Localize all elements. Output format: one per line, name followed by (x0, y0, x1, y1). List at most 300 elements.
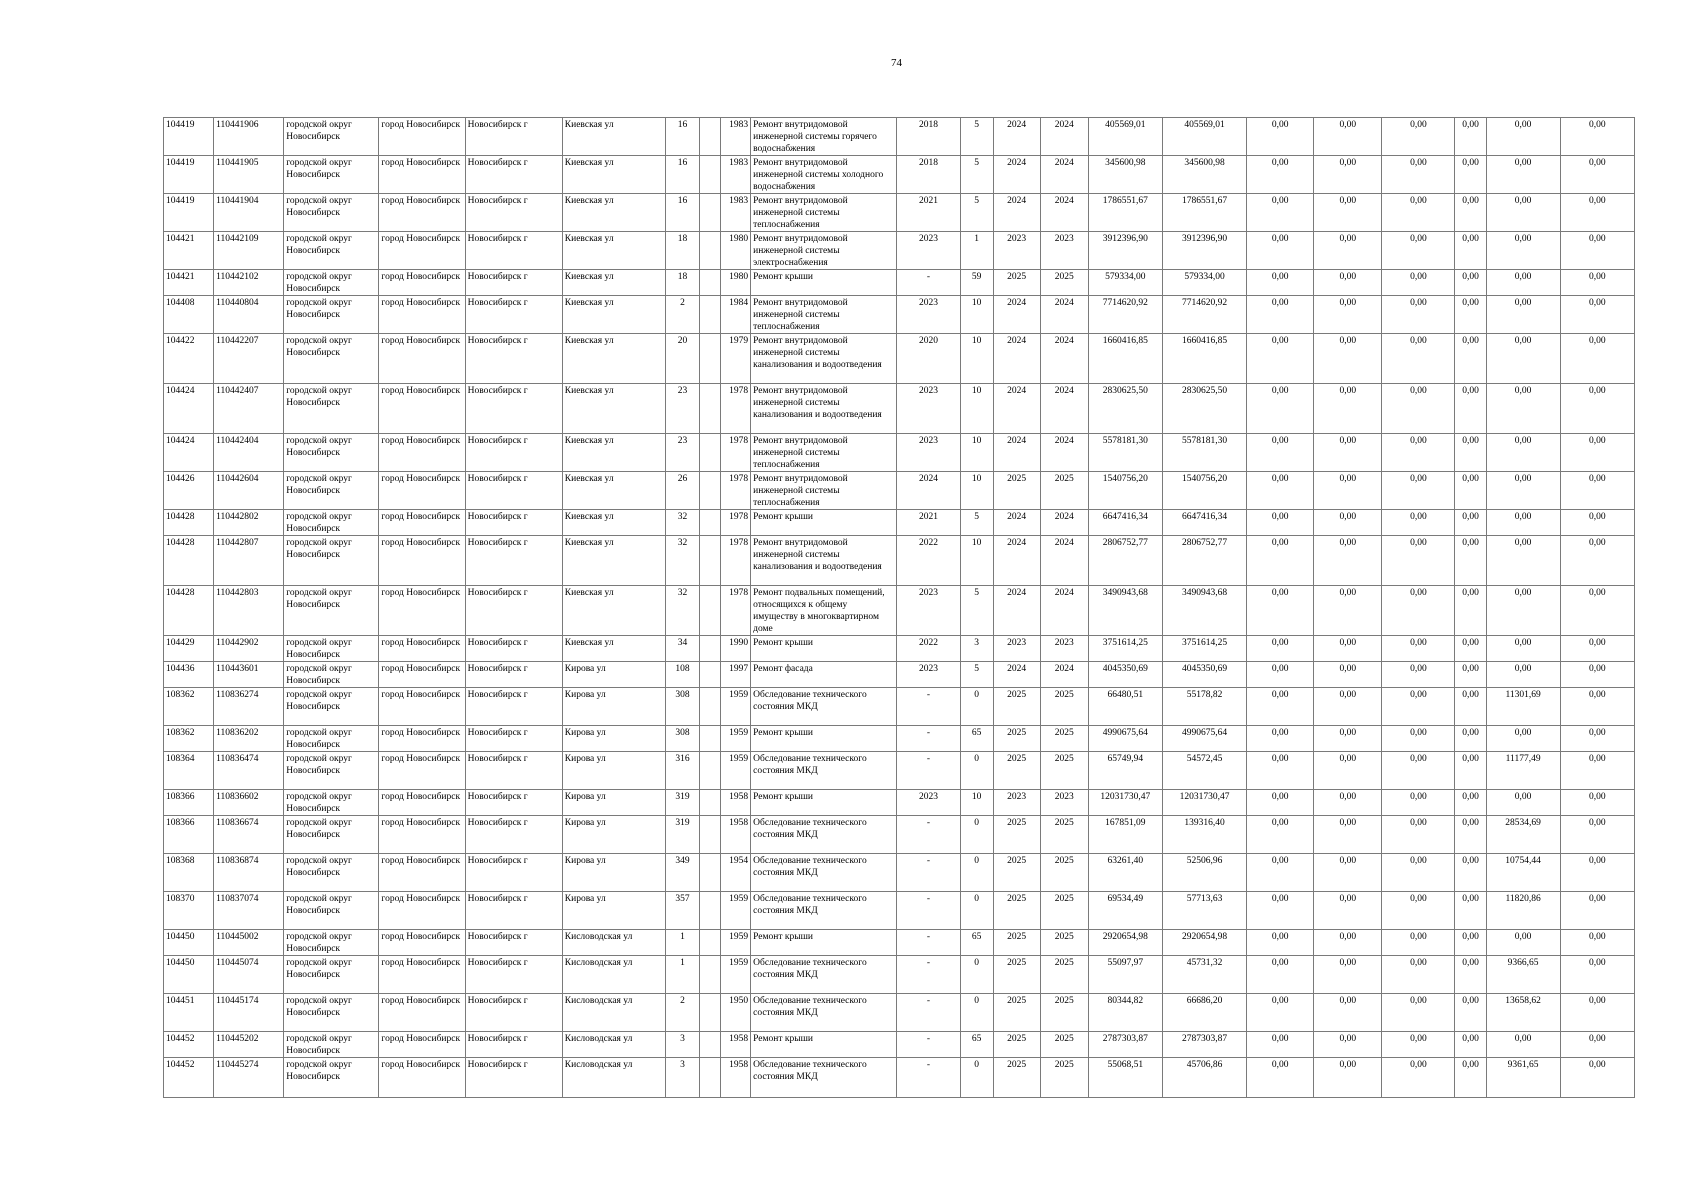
cell-plan-start: 2024 (993, 118, 1040, 156)
cell-street: Кирова ул (562, 662, 665, 688)
cell-city: Новосибирск г (465, 688, 562, 726)
cell-object-id: 104421 (164, 232, 214, 270)
cell-fund-cost: 139316,40 (1162, 816, 1246, 854)
cell-settlement: город Новосибирск (379, 688, 465, 726)
cell-plan-start: 2025 (993, 472, 1040, 510)
cell-finance-4: 0,00 (1455, 434, 1486, 472)
cell-house-letter (700, 854, 721, 892)
page-number: 74 (891, 57, 902, 69)
cell-total-cost: 579334,00 (1088, 270, 1162, 296)
cell-finance-6: 0,00 (1560, 854, 1634, 892)
cell-system-code: 110442802 (214, 510, 284, 536)
cell-term: 10 (960, 296, 993, 334)
cell-house-number: 357 (665, 892, 699, 930)
cell-term: 0 (960, 892, 993, 930)
cell-finance-1: 0,00 (1247, 156, 1314, 194)
cell-finance-6: 0,00 (1560, 536, 1634, 586)
cell-plan-end: 2024 (1040, 384, 1088, 434)
cell-municipality: городской округ Новосибирск (284, 930, 379, 956)
cell-work-type: Ремонт крыши (751, 510, 897, 536)
cell-finance-6: 0,00 (1560, 384, 1634, 434)
cell-plan-start: 2025 (993, 752, 1040, 790)
cell-finance-2: 0,00 (1314, 434, 1382, 472)
cell-city: Новосибирск г (465, 232, 562, 270)
cell-finance-2: 0,00 (1314, 194, 1382, 232)
cell-finance-2: 0,00 (1314, 688, 1382, 726)
cell-plan-end: 2025 (1040, 994, 1088, 1032)
cell-finance-1: 0,00 (1247, 118, 1314, 156)
cell-total-cost: 405569,01 (1088, 118, 1162, 156)
cell-municipality: городской округ Новосибирск (284, 296, 379, 334)
cell-finance-3: 0,00 (1382, 156, 1455, 194)
cell-plan-start: 2025 (993, 994, 1040, 1032)
cell-finance-1: 0,00 (1247, 956, 1314, 994)
cell-finance-1: 0,00 (1247, 726, 1314, 752)
cell-finance-1: 0,00 (1247, 384, 1314, 434)
cell-settlement: город Новосибирск (379, 118, 465, 156)
cell-total-cost: 2920654,98 (1088, 930, 1162, 956)
cell-work-type: Обследование технического состояния МКД (751, 1058, 897, 1098)
cell-house-letter (700, 586, 721, 636)
cell-street: Кирова ул (562, 688, 665, 726)
cell-work-type: Обследование технического состояния МКД (751, 956, 897, 994)
cell-settlement: город Новосибирск (379, 270, 465, 296)
cell-build-year: 1958 (721, 816, 751, 854)
cell-work-type: Ремонт внутридомовой инженерной системы теплоснабжения (751, 194, 897, 232)
cell-plan-end: 2023 (1040, 636, 1088, 662)
cell-plan-start: 2025 (993, 854, 1040, 892)
cell-work-type: Ремонт внутридомовой инженерной системы холодного водоснабжения (751, 156, 897, 194)
cell-finance-5: 13658,62 (1486, 994, 1560, 1032)
cell-house-letter (700, 816, 721, 854)
cell-finance-5: 0,00 (1486, 296, 1560, 334)
cell-fund-cost: 3912396,90 (1162, 232, 1246, 270)
cell-street: Кирова ул (562, 790, 665, 816)
table-row (164, 1058, 1635, 1098)
cell-total-cost: 2830625,50 (1088, 384, 1162, 434)
cell-finance-3: 0,00 (1382, 892, 1455, 930)
cell-city: Новосибирск г (465, 384, 562, 434)
cell-finance-6: 0,00 (1560, 1058, 1634, 1098)
cell-municipality: городской округ Новосибирск (284, 1032, 379, 1058)
cell-term: 3 (960, 636, 993, 662)
cell-municipality: городской округ Новосибирск (284, 194, 379, 232)
table-row (164, 930, 1635, 956)
cell-total-cost: 69534,49 (1088, 892, 1162, 930)
cell-plan-end: 2025 (1040, 816, 1088, 854)
cell-total-cost: 55068,51 (1088, 1058, 1162, 1098)
cell-municipality: городской округ Новосибирск (284, 816, 379, 854)
cell-build-year: 1997 (721, 662, 751, 688)
cell-term: 5 (960, 586, 993, 636)
cell-work-type: Ремонт крыши (751, 726, 897, 752)
cell-house-letter (700, 118, 721, 156)
cell-finance-5: 11177,49 (1486, 752, 1560, 790)
cell-city: Новосибирск г (465, 270, 562, 296)
cell-plan-start: 2024 (993, 334, 1040, 384)
cell-house-number: 2 (665, 296, 699, 334)
cell-plan-end: 2024 (1040, 296, 1088, 334)
cell-finance-6: 0,00 (1560, 118, 1634, 156)
cell-finance-6: 0,00 (1560, 752, 1634, 790)
cell-system-code: 110445074 (214, 956, 284, 994)
table-row (164, 232, 1635, 270)
cell-fixed-year: 2022 (897, 636, 960, 662)
cell-term: 5 (960, 194, 993, 232)
cell-system-code: 110440804 (214, 296, 284, 334)
cell-finance-2: 0,00 (1314, 156, 1382, 194)
cell-house-number: 20 (665, 334, 699, 384)
cell-build-year: 1959 (721, 726, 751, 752)
cell-fixed-year: - (897, 994, 960, 1032)
cell-finance-6: 0,00 (1560, 790, 1634, 816)
cell-fixed-year: 2018 (897, 156, 960, 194)
cell-object-id: 104452 (164, 1032, 214, 1058)
cell-fund-cost: 2787303,87 (1162, 1032, 1246, 1058)
cell-city: Новосибирск г (465, 1032, 562, 1058)
cell-fund-cost: 66686,20 (1162, 994, 1246, 1032)
cell-plan-start: 2024 (993, 194, 1040, 232)
cell-total-cost: 1540756,20 (1088, 472, 1162, 510)
cell-work-type: Ремонт крыши (751, 1032, 897, 1058)
cell-municipality: городской округ Новосибирск (284, 752, 379, 790)
cell-term: 0 (960, 956, 993, 994)
cell-finance-1: 0,00 (1247, 892, 1314, 930)
cell-plan-end: 2025 (1040, 726, 1088, 752)
cell-finance-2: 0,00 (1314, 790, 1382, 816)
cell-house-number: 308 (665, 726, 699, 752)
cell-work-type: Ремонт внутридомовой инженерной системы канализования и водоотведения (751, 384, 897, 434)
cell-finance-6: 0,00 (1560, 816, 1634, 854)
cell-build-year: 1978 (721, 510, 751, 536)
cell-fund-cost: 345600,98 (1162, 156, 1246, 194)
cell-house-number: 3 (665, 1032, 699, 1058)
cell-house-letter (700, 956, 721, 994)
cell-total-cost: 3490943,68 (1088, 586, 1162, 636)
cell-finance-4: 0,00 (1455, 892, 1486, 930)
cell-settlement: город Новосибирск (379, 472, 465, 510)
cell-finance-3: 0,00 (1382, 636, 1455, 662)
cell-finance-3: 0,00 (1382, 662, 1455, 688)
cell-house-number: 3 (665, 1058, 699, 1098)
cell-finance-5: 0,00 (1486, 384, 1560, 434)
cell-fund-cost: 2920654,98 (1162, 930, 1246, 956)
cell-work-type: Обследование технического состояния МКД (751, 752, 897, 790)
cell-plan-end: 2025 (1040, 688, 1088, 726)
cell-finance-5: 0,00 (1486, 232, 1560, 270)
cell-settlement: город Новосибирск (379, 790, 465, 816)
cell-system-code: 110441906 (214, 118, 284, 156)
cell-street: Киевская ул (562, 296, 665, 334)
cell-finance-1: 0,00 (1247, 636, 1314, 662)
cell-settlement: город Новосибирск (379, 854, 465, 892)
cell-street: Кирова ул (562, 726, 665, 752)
cell-house-letter (700, 930, 721, 956)
cell-fixed-year: 2021 (897, 194, 960, 232)
cell-house-letter (700, 434, 721, 472)
cell-finance-5: 0,00 (1486, 662, 1560, 688)
cell-city: Новосибирск г (465, 854, 562, 892)
cell-finance-2: 0,00 (1314, 510, 1382, 536)
cell-settlement: город Новосибирск (379, 956, 465, 994)
cell-plan-start: 2025 (993, 1058, 1040, 1098)
cell-total-cost: 1786551,67 (1088, 194, 1162, 232)
cell-plan-start: 2025 (993, 930, 1040, 956)
cell-finance-5: 0,00 (1486, 636, 1560, 662)
cell-finance-5: 11820,86 (1486, 892, 1560, 930)
cell-city: Новосибирск г (465, 994, 562, 1032)
cell-plan-end: 2024 (1040, 434, 1088, 472)
cell-object-id: 104428 (164, 586, 214, 636)
cell-finance-4: 0,00 (1455, 752, 1486, 790)
cell-finance-4: 0,00 (1455, 1058, 1486, 1098)
cell-finance-1: 0,00 (1247, 752, 1314, 790)
cell-finance-5: 0,00 (1486, 194, 1560, 232)
cell-fund-cost: 5578181,30 (1162, 434, 1246, 472)
cell-system-code: 110443601 (214, 662, 284, 688)
cell-fixed-year: 2023 (897, 434, 960, 472)
cell-object-id: 104428 (164, 510, 214, 536)
cell-finance-4: 0,00 (1455, 956, 1486, 994)
cell-settlement: город Новосибирск (379, 726, 465, 752)
cell-plan-end: 2025 (1040, 930, 1088, 956)
cell-settlement: город Новосибирск (379, 232, 465, 270)
table-row (164, 156, 1635, 194)
cell-house-number: 108 (665, 662, 699, 688)
cell-finance-6: 0,00 (1560, 296, 1634, 334)
table-row (164, 270, 1635, 296)
cell-plan-end: 2024 (1040, 662, 1088, 688)
cell-finance-6: 0,00 (1560, 956, 1634, 994)
cell-object-id: 104428 (164, 536, 214, 586)
cell-house-number: 2 (665, 994, 699, 1032)
cell-street: Кирова ул (562, 892, 665, 930)
cell-fixed-year: - (897, 270, 960, 296)
table-row (164, 296, 1635, 334)
cell-fixed-year: 2023 (897, 232, 960, 270)
cell-house-number: 319 (665, 816, 699, 854)
cell-system-code: 110836674 (214, 816, 284, 854)
cell-term: 65 (960, 930, 993, 956)
cell-house-letter (700, 334, 721, 384)
cell-finance-1: 0,00 (1247, 854, 1314, 892)
cell-house-letter (700, 384, 721, 434)
cell-object-id: 104419 (164, 118, 214, 156)
cell-finance-4: 0,00 (1455, 816, 1486, 854)
cell-street: Киевская ул (562, 334, 665, 384)
cell-plan-end: 2025 (1040, 270, 1088, 296)
cell-municipality: городской округ Новосибирск (284, 118, 379, 156)
cell-work-type: Ремонт внутридомовой инженерной системы горячего водоснабжения (751, 118, 897, 156)
cell-total-cost: 65749,94 (1088, 752, 1162, 790)
cell-city: Новосибирск г (465, 636, 562, 662)
cell-fixed-year: - (897, 726, 960, 752)
cell-fixed-year: 2023 (897, 384, 960, 434)
cell-finance-5: 0,00 (1486, 536, 1560, 586)
cell-fund-cost: 1660416,85 (1162, 334, 1246, 384)
cell-finance-3: 0,00 (1382, 334, 1455, 384)
cell-house-letter (700, 726, 721, 752)
cell-finance-2: 0,00 (1314, 854, 1382, 892)
cell-term: 65 (960, 726, 993, 752)
cell-finance-4: 0,00 (1455, 662, 1486, 688)
cell-house-number: 23 (665, 434, 699, 472)
cell-object-id: 104452 (164, 1058, 214, 1098)
cell-fixed-year: 2023 (897, 662, 960, 688)
cell-finance-3: 0,00 (1382, 510, 1455, 536)
cell-build-year: 1983 (721, 156, 751, 194)
cell-finance-5: 0,00 (1486, 434, 1560, 472)
table-row (164, 662, 1635, 688)
cell-work-type: Обследование технического состояния МКД (751, 892, 897, 930)
cell-finance-4: 0,00 (1455, 994, 1486, 1032)
cell-house-letter (700, 232, 721, 270)
cell-term: 0 (960, 688, 993, 726)
cell-term: 1 (960, 232, 993, 270)
cell-city: Новосибирск г (465, 930, 562, 956)
cell-system-code: 110442604 (214, 472, 284, 510)
cell-settlement: город Новосибирск (379, 892, 465, 930)
cell-build-year: 1980 (721, 232, 751, 270)
cell-house-letter (700, 892, 721, 930)
cell-finance-6: 0,00 (1560, 156, 1634, 194)
cell-finance-6: 0,00 (1560, 334, 1634, 384)
cell-fixed-year: - (897, 956, 960, 994)
cell-finance-4: 0,00 (1455, 790, 1486, 816)
cell-house-letter (700, 688, 721, 726)
cell-build-year: 1978 (721, 586, 751, 636)
cell-total-cost: 3751614,25 (1088, 636, 1162, 662)
cell-term: 10 (960, 384, 993, 434)
cell-build-year: 1959 (721, 930, 751, 956)
cell-city: Новосибирск г (465, 726, 562, 752)
table-row (164, 510, 1635, 536)
cell-system-code: 110445202 (214, 1032, 284, 1058)
cell-settlement: город Новосибирск (379, 636, 465, 662)
cell-house-number: 308 (665, 688, 699, 726)
cell-system-code: 110442803 (214, 586, 284, 636)
cell-finance-6: 0,00 (1560, 434, 1634, 472)
cell-fixed-year: - (897, 930, 960, 956)
cell-municipality: городской округ Новосибирск (284, 156, 379, 194)
cell-finance-2: 0,00 (1314, 636, 1382, 662)
cell-build-year: 1950 (721, 994, 751, 1032)
cell-fund-cost: 6647416,34 (1162, 510, 1246, 536)
cell-city: Новосибирск г (465, 156, 562, 194)
cell-house-letter (700, 194, 721, 232)
cell-finance-6: 0,00 (1560, 232, 1634, 270)
cell-finance-2: 0,00 (1314, 816, 1382, 854)
cell-term: 0 (960, 752, 993, 790)
cell-term: 10 (960, 472, 993, 510)
cell-house-letter (700, 636, 721, 662)
cell-street: Кисловодская ул (562, 994, 665, 1032)
cell-finance-4: 0,00 (1455, 118, 1486, 156)
cell-settlement: город Новосибирск (379, 994, 465, 1032)
cell-finance-3: 0,00 (1382, 854, 1455, 892)
cell-city: Новосибирск г (465, 472, 562, 510)
cell-build-year: 1954 (721, 854, 751, 892)
cell-system-code: 110836474 (214, 752, 284, 790)
cell-system-code: 110442102 (214, 270, 284, 296)
cell-term: 0 (960, 816, 993, 854)
cell-street: Киевская ул (562, 156, 665, 194)
cell-finance-4: 0,00 (1455, 384, 1486, 434)
cell-fixed-year: 2023 (897, 296, 960, 334)
cell-plan-start: 2023 (993, 232, 1040, 270)
cell-finance-4: 0,00 (1455, 586, 1486, 636)
cell-fixed-year: 2018 (897, 118, 960, 156)
cell-finance-5: 0,00 (1486, 334, 1560, 384)
cell-finance-1: 0,00 (1247, 930, 1314, 956)
cell-object-id: 104419 (164, 194, 214, 232)
cell-finance-3: 0,00 (1382, 232, 1455, 270)
cell-finance-5: 0,00 (1486, 510, 1560, 536)
cell-house-number: 32 (665, 510, 699, 536)
cell-plan-end: 2025 (1040, 854, 1088, 892)
cell-work-type: Ремонт внутридомовой инженерной системы электроснабжения (751, 232, 897, 270)
cell-fixed-year: - (897, 1032, 960, 1058)
cell-finance-2: 0,00 (1314, 384, 1382, 434)
cell-fixed-year: 2022 (897, 536, 960, 586)
cell-work-type: Ремонт подвальных помещений, относящихся к общему имуществу в многоквартирном доме (751, 586, 897, 636)
cell-finance-2: 0,00 (1314, 994, 1382, 1032)
cell-house-letter (700, 156, 721, 194)
cell-finance-2: 0,00 (1314, 1032, 1382, 1058)
cell-finance-3: 0,00 (1382, 586, 1455, 636)
table-row (164, 688, 1635, 726)
cell-finance-2: 0,00 (1314, 892, 1382, 930)
cell-finance-2: 0,00 (1314, 1058, 1382, 1098)
cell-house-number: 316 (665, 752, 699, 790)
cell-house-letter (700, 536, 721, 586)
cell-plan-start: 2023 (993, 790, 1040, 816)
cell-total-cost: 5578181,30 (1088, 434, 1162, 472)
cell-finance-6: 0,00 (1560, 636, 1634, 662)
cell-finance-1: 0,00 (1247, 472, 1314, 510)
cell-work-type: Обследование технического состояния МКД (751, 816, 897, 854)
cell-house-number: 32 (665, 586, 699, 636)
cell-finance-1: 0,00 (1247, 434, 1314, 472)
cell-finance-3: 0,00 (1382, 472, 1455, 510)
cell-system-code: 110442407 (214, 384, 284, 434)
cell-total-cost: 167851,09 (1088, 816, 1162, 854)
cell-city: Новосибирск г (465, 892, 562, 930)
cell-object-id: 104422 (164, 334, 214, 384)
cell-city: Новосибирск г (465, 790, 562, 816)
cell-municipality: городской округ Новосибирск (284, 956, 379, 994)
cell-municipality: городской округ Новосибирск (284, 994, 379, 1032)
cell-house-letter (700, 472, 721, 510)
cell-finance-5: 0,00 (1486, 472, 1560, 510)
cell-finance-5: 10754,44 (1486, 854, 1560, 892)
cell-settlement: город Новосибирск (379, 536, 465, 586)
table-row (164, 790, 1635, 816)
cell-work-type: Ремонт внутридомовой инженерной системы теплоснабжения (751, 434, 897, 472)
table-row (164, 586, 1635, 636)
cell-finance-6: 0,00 (1560, 892, 1634, 930)
cell-work-type: Ремонт внутридомовой инженерной системы теплоснабжения (751, 296, 897, 334)
cell-plan-start: 2023 (993, 636, 1040, 662)
cell-finance-3: 0,00 (1382, 118, 1455, 156)
cell-term: 10 (960, 334, 993, 384)
cell-street: Киевская ул (562, 510, 665, 536)
cell-finance-6: 0,00 (1560, 994, 1634, 1032)
cell-settlement: город Новосибирск (379, 1032, 465, 1058)
cell-house-number: 16 (665, 194, 699, 232)
cell-plan-start: 2025 (993, 688, 1040, 726)
table-row (164, 536, 1635, 586)
